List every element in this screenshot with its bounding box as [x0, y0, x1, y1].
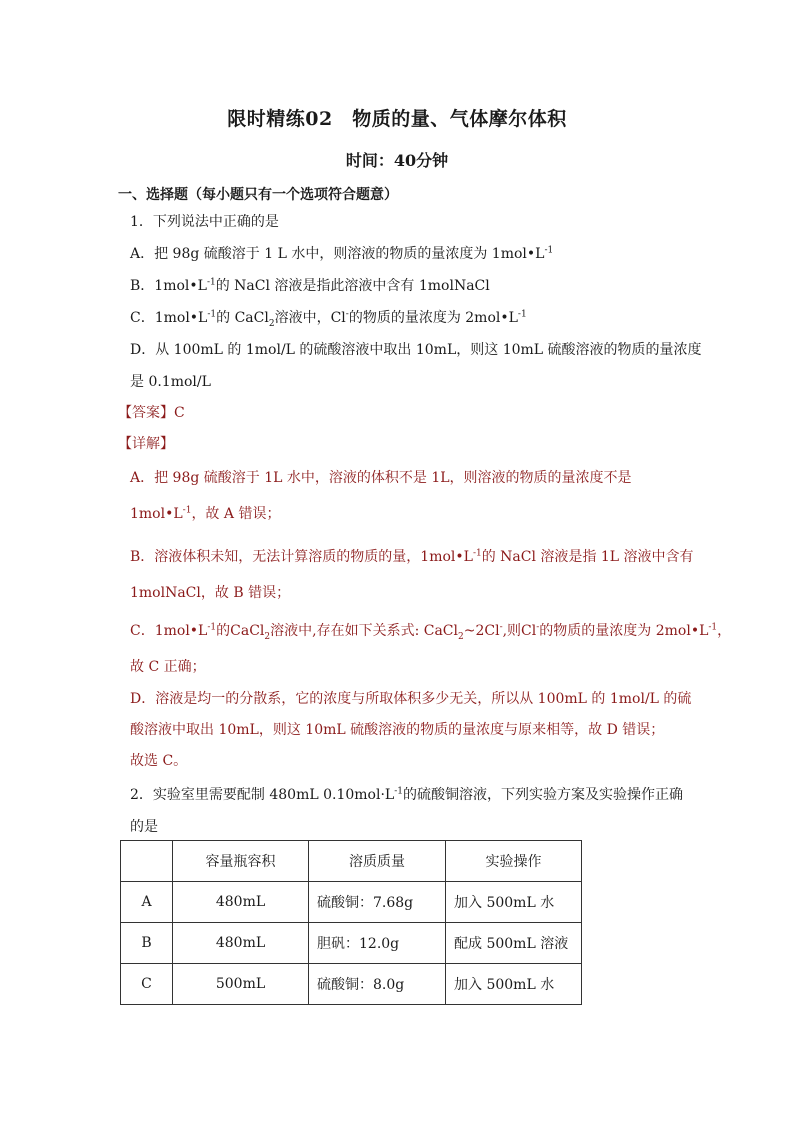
q1-explain-b-line2: 1molNaCl，故 B 错误； — [130, 585, 291, 601]
page-title: 限时精练02 物质的量、气体摩尔体积 — [227, 108, 567, 130]
table-cell: 胆矾：12.0g — [309, 923, 446, 964]
q1-explain-c-line2: 故 C 正确； — [130, 659, 206, 675]
q1-explain-c-line1: C．$1mol•L^{-1}$的CaCl$_2$溶液中,存在如下关系式: CaCl$_2$~2Cl-,则Cl-的物质的量浓度为 $2mol•L^{-1}$， — [130, 622, 732, 642]
table-header-cell: 实验操作 — [446, 841, 582, 882]
table-header-cell — [121, 841, 173, 882]
q1-detail-label: 【详解】 — [118, 436, 174, 452]
q2-options-table — [120, 840, 582, 1005]
table-cell: 硫酸铜：8.0g — [309, 964, 446, 1005]
table-row — [121, 882, 582, 923]
table-header-row — [121, 841, 582, 882]
q2-stem-line2: 的是 — [130, 819, 158, 835]
q1-explain-b-line1: B．溶液体积未知，无法计算溶质的物质的量，$1mol•L^{-1}$的 NaCl 溶液是指 1L 溶液中含有 — [130, 548, 694, 565]
table-cell: A — [121, 882, 173, 923]
table-cell: C — [121, 964, 173, 1005]
table-cell: B — [121, 923, 173, 964]
table-cell: 硫酸铜：7.68g — [309, 882, 446, 923]
table-cell: 480mL — [173, 923, 309, 964]
table-cell: 500mL — [173, 964, 309, 1005]
q1-answer: 【答案】C — [118, 405, 185, 421]
table-cell: 配成 500mL 溶液 — [446, 923, 582, 964]
q1-explain-a-line2: $1mol•L^{-1}$，故 A 错误； — [130, 505, 281, 522]
table-row — [121, 964, 582, 1005]
q1-option-d-line1: D．从 100mL 的 1mol/L 的硫酸溶液中取出 10mL，则这 10mL 硫酸溶液的物质的量浓度 — [130, 342, 702, 358]
table-cell: 加入 500mL 水 — [446, 882, 582, 923]
q1-option-a: A．把 98g 硫酸溶于 1 L 水中，则溶液的物质的量浓度为 $1mol•L^{-1}$ — [130, 245, 554, 262]
table-cell: 480mL — [173, 882, 309, 923]
q1-explain-a-line1: A．把 98g 硫酸溶于 1L 水中，溶液的体积不是 1L，则溶液的物质的量浓度不是 — [130, 470, 632, 486]
q1-option-b: B．$1mol•L^{-1}$的 NaCl 溶液是指此溶液中含有 1molNaCl — [130, 277, 490, 294]
time-limit: 时间：40分钟 — [345, 151, 449, 170]
q1-stem: 1．下列说法中正确的是 — [130, 214, 279, 230]
q2-stem-line1: 2．实验室里需要配制 480mL $0.10mol\cdot L^{-1}$的硫酸铜溶液，下列实验方案及实验操作正确 — [130, 786, 683, 803]
q1-conclusion: 故选 C。 — [130, 753, 188, 769]
table-row — [121, 923, 582, 964]
q1-option-d-line2: 是 0.1mol/L — [130, 374, 211, 390]
section-heading: 一、选择题（每小题只有一个选项符合题意） — [118, 187, 398, 203]
table-header-cell: 溶质质量 — [309, 841, 446, 882]
table-header-cell: 容量瓶容积 — [173, 841, 309, 882]
q1-explain-d-line1: D．溶液是均一的分散系，它的浓度与所取体积多少无关，所以从 100mL 的 1mol/L 的硫 — [130, 691, 692, 707]
table-cell: 加入 500mL 水 — [446, 964, 582, 1005]
q1-option-c: C．$1mol•L^{-1}$的 CaCl$_2$溶液中，Cl-的物质的量浓度为 $2mol•L^{-1}$ — [130, 309, 527, 329]
q1-explain-d-line2: 酸溶液中取出 10mL，则这 10mL 硫酸溶液的物质的量浓度与原来相等，故 D 错误； — [130, 722, 665, 738]
